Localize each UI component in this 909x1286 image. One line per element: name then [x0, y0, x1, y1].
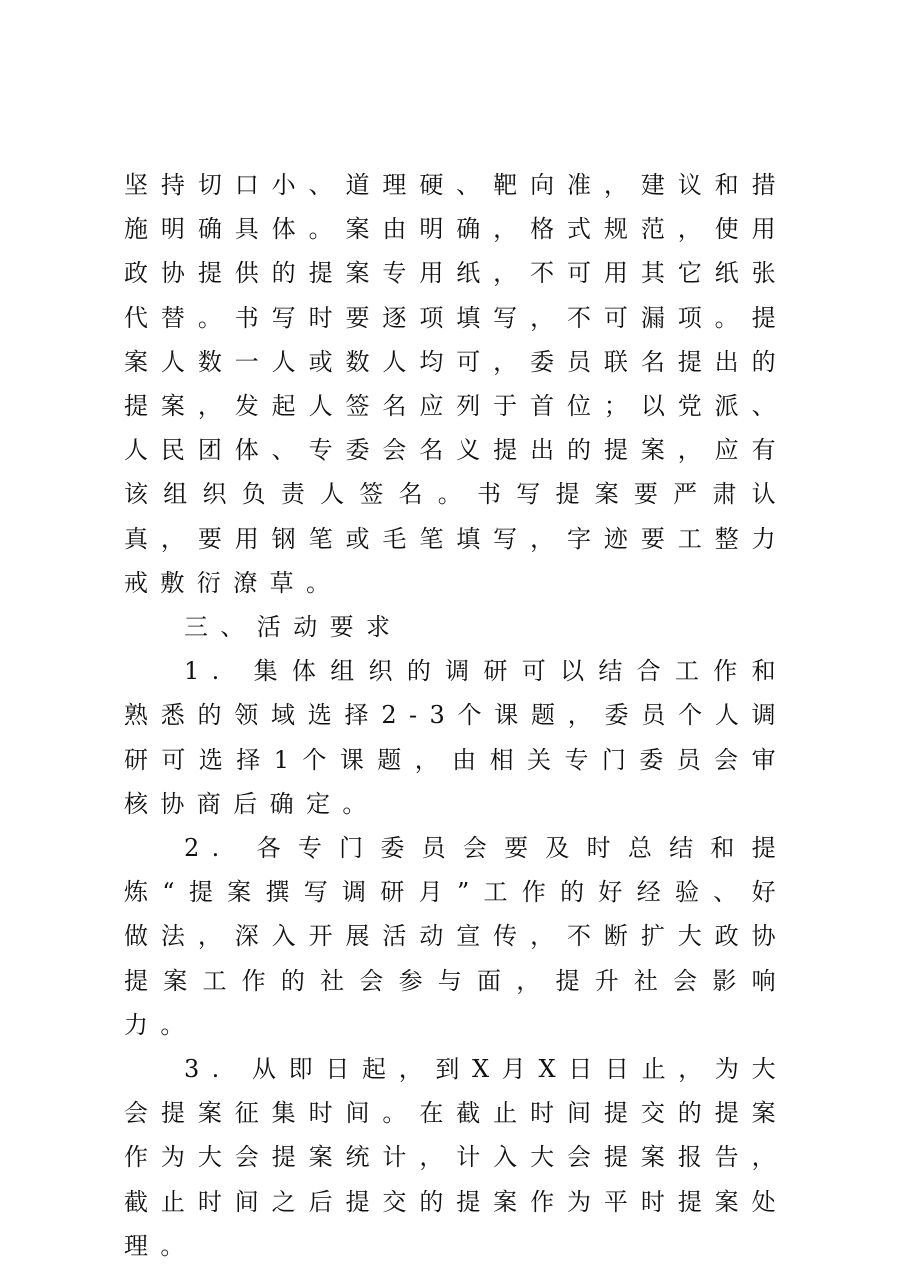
paragraph-proposal-format: 坚持切口小、道理硬、靶向准，建议和措施明确具体。案由明确，格式规范，使用政协提供的提案专用纸，不可用其它纸张代替。书写时要逐项填写，不可漏项。提案人数一人或数人均可，委员联名提出的提案，发起人签名应列于首位；以党派、人民团体、专委会名义提出的提案，应有该组织负责人签名。书写提案要严肃认真，要用钢笔或毛笔填写，字迹要工整力戒敷衍潦草。	[124, 171, 788, 597]
document-body	[124, 163, 788, 1268]
requirement-item-2: 2. 各专门委员会要及时总结和提炼“提案撰写调研月”工作的好经验、好做法，深入开展活动宣传，不断扩大政协提案工作的社会参与面，提升社会影响力。	[124, 834, 788, 1039]
section-heading-activity-requirements: 三、活动要求	[184, 613, 403, 642]
requirement-item-3: 3. 从即日起，到X月X日日止，为大会提案征集时间。在截止时间提交的提案作为大会提案统计，计入大会提案报告，截止时间之后提交的提案作为平时提案处理。	[124, 1055, 788, 1260]
requirement-item-1: 1. 集体组织的调研可以结合工作和熟悉的领域选择2-3个课题，委员个人调研可选择1个课题，由相关专门委员会审核协商后确定。	[124, 657, 788, 818]
